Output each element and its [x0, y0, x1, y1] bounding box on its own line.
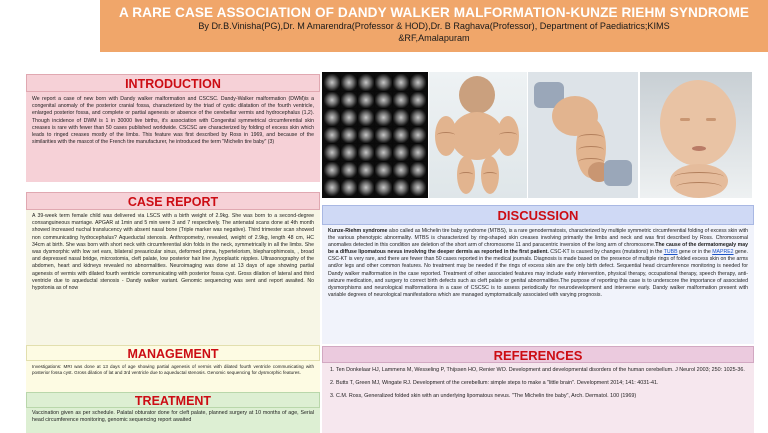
discussion-text-part: gene. CSC-KT is very rare, and there are fewer than 50 cases reported in the medical journals. Diagnosis is made based on the presence of multiple rings of folded excess skin on the arms and/or legs and other common features. No treatment may be needed if the rings of excess skin are the only birth defect. Sequential head circumference monitoring is needed for Dandy walker malformation in the case reported. Treatment of other associated features may include early intervention, physical therapy, occupational therapy, speech therapy, anti-seizure medication, and surgery to correct birth defects such as cleft palate or genital abnormalities.The purpose of reporting this case is to underscore the importance of associated dysmorphisms and neurological malformations in a case of CSCSC is to assess periodically for neurodevelopment and intervene early. Dandy walker malformation present with variable degrees of neurological manifestations which are managed symptomatically associated with varying prognosis.: [328, 249, 748, 298]
introduction-text: We report a case of new born with Dandy walker malformation and CSCSC. Dandy-Walker malformation (DWM)is a congenital anomaly of the posterior cranial fossa, characterized by the triad of cystic dilatation of the fourth ventricle, enlarged posterior fossa, and complete or partial agenesis or absence of the cerebellar vermis and hydrocephalus (1,2). Though incidence of DWM is 1 in 30000 live births, it's association with Congenital symmetrical circumferential skin creases is rare with fewer than 50 cases published worldwide. CSCSC are characterized by folding of excess skin which leads to ringed creases mostly of the limbs. This feature was first described by Ross in 1969, and because of the similarities with the mascot of the French tire manufacturer, he introduced the term "Michelin tire baby" (3): [26, 92, 320, 182]
poster-title-box: [100, 0, 768, 52]
discussion-text: [322, 225, 754, 344]
poster-authors-line-1: By Dr.B.Vinisha(PG),Dr. M Amarendra(Professor & HOD),Dr. B Raghava(Professor), Department of Paediatrics;KIMS: [198, 21, 670, 31]
patient-photo-limb-folds: [528, 72, 638, 198]
discussion-text-part: CSC-KT is caused by changes (mutations) in the: [548, 249, 664, 256]
patient-photo-face: [640, 72, 752, 198]
mri-scan-grid-image: [322, 72, 428, 198]
treatment-text: Vaccination given as per schedule. Palatal obturator done for cleft palate, planned surgery at 10 months of age, Serial head circumference monitoring, genomic sequencing report awaited: [26, 408, 320, 433]
references-heading: REFERENCES: [322, 346, 754, 363]
poster-title: A RARE CASE ASSOCIATION OF DANDY WALKER MALFORMATION-KUNZE RIEHM SYNDROME: [118, 5, 750, 20]
case-report-heading: CASE REPORT: [26, 192, 320, 210]
tubb-gene-link[interactable]: TUBB: [663, 249, 678, 256]
discussion-text-part: also called as Michelin tire baby syndrome (MTBS), is a rare genodermatosis, characterized by multiple symmetric circumferential folding of excess skin with the various phenotypic abnormality. MTBS is characterized by ring-shaped skin creases involving primarily the limbs and neck and was first described by Ross. Chromosomal anomalies detected in this condition are deletion of the short arm of chromosome 11 and paracentric inversion of the long arm of chromosome.: [328, 228, 748, 249]
reference-item: 2. Butts T, Green MJ, Wingate RJ. Development of the cerebellum: simple steps to make a "little brain". Development 2014; 141: 4031-41.: [330, 380, 659, 387]
reference-item: 3. C.M. Ross, Generalized folded skin with an underlying lipomatous nevus. "The Michelin tire baby", Arch. Dermatol. 100 (1969): [330, 393, 637, 400]
management-heading: MANAGEMENT: [26, 345, 320, 361]
poster-authors-line-2: &RF,Amalapuram: [398, 33, 470, 43]
management-text: Investigations: MRI was done at 13 days of age showing partial agenesis of vermis with dilated fourth ventricle communicating with posterior fossa cyst. Gross dilation of lat and 3rd ventricle due to aqueductal stenosis. Genomic sequencing for dysmorphic features.: [26, 361, 320, 392]
reference-item: 1. Ten Donkelaar HJ, Lammens M, Wesseling P, Thijssen HO, Renier WO. Development and developmental disorders of the human cerebellum. J Neurol 2003; 250: 1025-36.: [330, 367, 745, 373]
patient-photo-full-body: [429, 72, 527, 198]
mapre2-gene-link[interactable]: MAPRE2: [712, 249, 734, 256]
discussion-bold-term: Kunze-Riehm syndrome: [328, 228, 388, 234]
discussion-heading: DISCUSSION: [322, 205, 754, 225]
treatment-heading: TREATMENT: [26, 392, 320, 408]
introduction-heading: INTRODUCTION: [26, 74, 320, 92]
discussion-text-part: gene or in the: [677, 249, 713, 256]
references-list: [322, 363, 754, 433]
case-report-text: A 39-week term female child was delivered via LSCS with a birth weight of 2.9kg. She was born to a second-degree consanguineous marriage. APGAR at 1min and 5 min were 3 and 7 respectively. The antenatal scans done at 4th month showed increased nuchal translucency with absent nasal bone (Triple marker was negative). Third trimester scan showed non communicating hydrocephalus? Aqueductal stenosis. Anthropometry, revealed, weight of 2.9kg, length 48 cm, HC 34cm at birth. She was born with short neck with circumferential skin folds in the neck, symmetrically in all the limbs. She was dysmorphic with low set ears, bilateral preauricular sinus, deformed pinna, hypertelorism, blepharophimosis, , broad and depressed nasal bridge, microstomia, cleft palate, low posterior hair line ,hypoplastic nipples. Ultrasonography of the abdomen, heart and kidneys revealed no abnormalities. Neuroimaging was done at 13 days of age showing partial agenesis of vermis with dilated fourth ventricle communicating with posterior fossa cyst. Gross dilation of lateral and third ventricle due to aqueductal stenosis - Dandy walker variant. Genomic sequencing was sent and report awaited. No hypotonia as of now: [26, 210, 320, 345]
discussion-bold-sentence: The cause of the dermatomegaly may be a diffuse lipomatous nevus involving the deeper dermis as reported in the first patient.: [328, 242, 748, 256]
